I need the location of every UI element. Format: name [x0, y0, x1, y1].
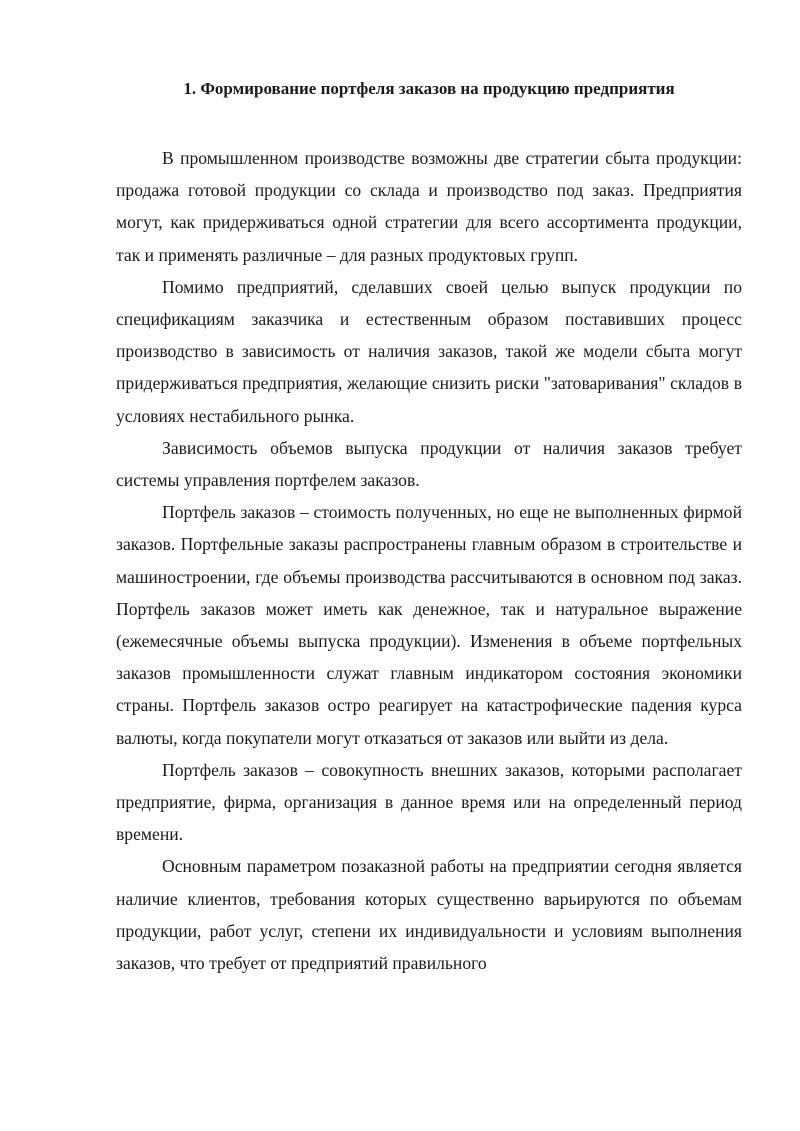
- document-title: 1. Формирование портфеля заказов на продукцию предприятия: [183, 79, 675, 98]
- paragraph-order-management: Зависимость объемов выпуска продукции от наличия заказов требует системы управления портфелем заказов.: [116, 437, 742, 491]
- paragraph-order-based-model: Помимо предприятий, сделавших своей целью выпуск продукции по спецификациям заказчика и естественным образом поставивших процесс производство в зависимость от наличия заказов, такой же модели сбыта могут придерживаться предприятия, желающие снизить риски "затоваривания" складов в условиях нестабильного рынка.: [116, 276, 742, 426]
- paragraph-sales-strategies: В промышленном производстве возможны две стратегии сбыта продукции: продажа готовой продукции со склада и производство под заказ. Предприятия могут, как придерживаться одной стратегии для всего ассортимента продукции, так и применять различные – для разных продуктовых групп.: [116, 148, 742, 265]
- document-body: [116, 142, 742, 979]
- paragraph-order-portfolio-definition: Портфель заказов – стоимость полученных, но еще не выполненных фирмой заказов. Портфельные заказы распространены главным образом в строительстве и машиностроении, где объемы производства рассчитываются в основном под заказ. Портфель заказов может иметь как денежное, так и натуральное выражение (ежемесячные объемы выпуска продукции). Изменения в объеме портфельных заказов промышленности служат главным индикатором состояния экономики страны. Портфель заказов остро реагирует на катастрофические падения курса валюты, когда покупатели могут отказаться от заказов или выйти из дела.: [116, 502, 742, 748]
- paragraph-main-parameter: Основным параметром позаказной работы на предприятии сегодня является наличие клиентов, требования которых существенно варьируются по объемам продукции, работ услуг, степени их индивидуальности и условиям выполнения заказов, что требует от предприятий правильного: [116, 856, 742, 974]
- paragraph-order-portfolio-set: Портфель заказов – совокупность внешних заказов, которыми располагает предприятие, фирма, организация в данное время или на определенный период времени.: [116, 759, 742, 845]
